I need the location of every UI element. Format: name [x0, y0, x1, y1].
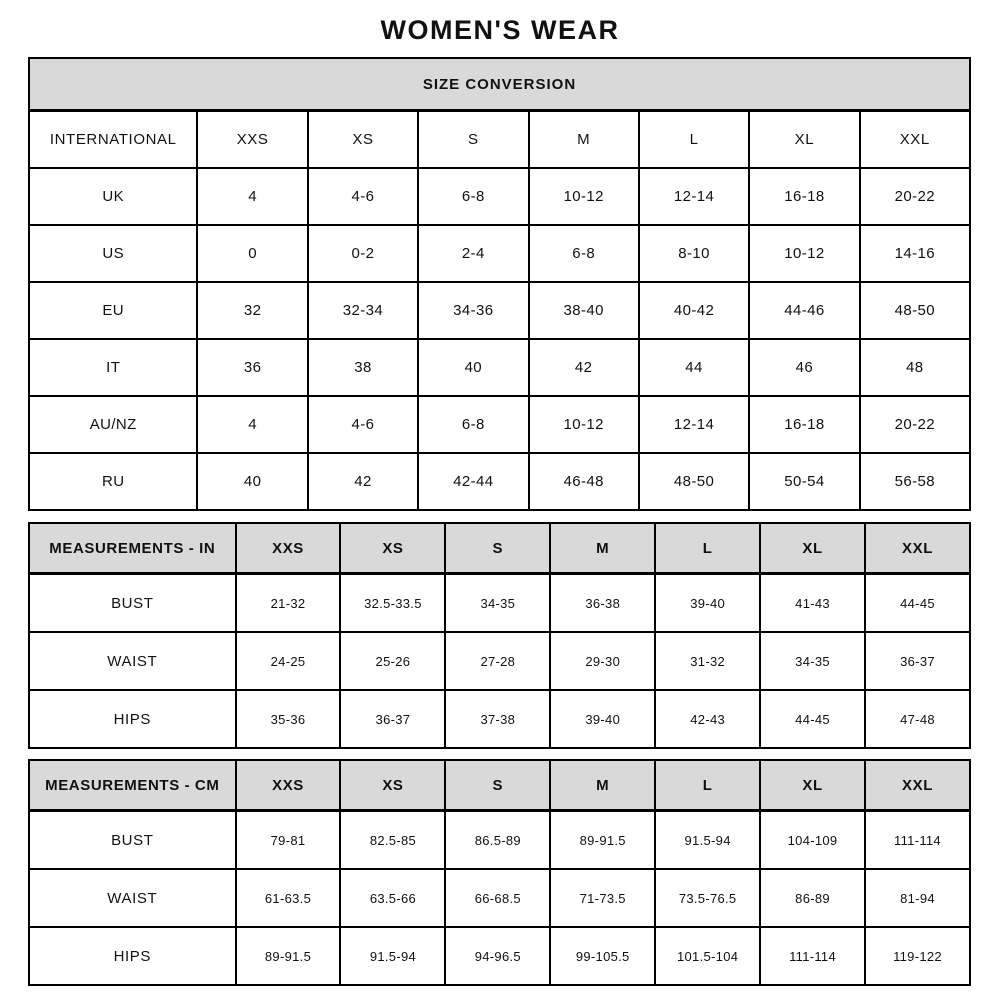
size-value-cell: 38: [308, 339, 418, 396]
size-value-cell: 16-18: [749, 396, 859, 453]
measurement-cell: 91.5-94: [340, 927, 445, 985]
size-value-cell: 10-12: [529, 396, 639, 453]
table-row-us: [29, 225, 970, 282]
size-value-cell: 0: [197, 225, 307, 282]
table-row-uk: [29, 168, 970, 225]
measurement-cell: 41-43: [760, 574, 865, 633]
table-row-waist: [29, 632, 970, 690]
column-header-xl: XL: [760, 523, 865, 574]
size-value-cell: 50-54: [749, 453, 859, 510]
measurement-cell: 44-45: [865, 574, 970, 633]
size-conversion-table: [28, 57, 971, 511]
size-value-cell: 10-12: [749, 225, 859, 282]
measurement-cell: 36-37: [340, 690, 445, 748]
size-value-cell: 48-50: [860, 282, 970, 339]
row-label: EU: [29, 282, 197, 339]
measurement-cell: 27-28: [445, 632, 550, 690]
column-header-row: [29, 111, 970, 169]
size-value-cell: 4: [197, 168, 307, 225]
row-label: RU: [29, 453, 197, 510]
column-header-s: S: [445, 523, 550, 574]
measurement-cell: 36-37: [865, 632, 970, 690]
size-value-cell: 6-8: [529, 225, 639, 282]
size-value-cell: 4-6: [308, 168, 418, 225]
size-value-cell: 0-2: [308, 225, 418, 282]
table-row-it: [29, 339, 970, 396]
measurement-cell: 36-38: [550, 574, 655, 633]
size-value-cell: 20-22: [860, 168, 970, 225]
size-value-cell: 36: [197, 339, 307, 396]
size-value-cell: 16-18: [749, 168, 859, 225]
table-row-hips: [29, 927, 970, 985]
size-value-cell: 40: [197, 453, 307, 510]
size-value-cell: 42: [308, 453, 418, 510]
measurement-cell: 34-35: [445, 574, 550, 633]
column-header-s: S: [445, 760, 550, 811]
measurement-cell: 71-73.5: [550, 869, 655, 927]
measurement-cell: 31-32: [655, 632, 760, 690]
measurement-cell: 21-32: [236, 574, 341, 633]
size-value-cell: 4: [197, 396, 307, 453]
table-row-aunz: [29, 396, 970, 453]
measurement-cell: 25-26: [340, 632, 445, 690]
measurement-cell: 39-40: [655, 574, 760, 633]
size-value-cell: 2-4: [418, 225, 528, 282]
measurement-cell: 94-96.5: [445, 927, 550, 985]
measurement-cell: 86-89: [760, 869, 865, 927]
row-label: HIPS: [29, 690, 236, 748]
column-header-xl: XL: [760, 760, 865, 811]
size-value-cell: 46: [749, 339, 859, 396]
row-label: IT: [29, 339, 197, 396]
measurement-cell: 73.5-76.5: [655, 869, 760, 927]
measurement-cell: 104-109: [760, 811, 865, 870]
size-value-cell: 38-40: [529, 282, 639, 339]
size-value-cell: 56-58: [860, 453, 970, 510]
measurement-cell: 111-114: [865, 811, 970, 870]
column-header-row: [29, 523, 970, 574]
table-row-hips: [29, 690, 970, 748]
measurement-cell: 63.5-66: [340, 869, 445, 927]
measurement-cell: 24-25: [236, 632, 341, 690]
measurement-cell: 34-35: [760, 632, 865, 690]
row-label: AU/NZ: [29, 396, 197, 453]
table-row-ru: [29, 453, 970, 510]
measurement-cell: 119-122: [865, 927, 970, 985]
size-value-cell: 8-10: [639, 225, 749, 282]
measurement-cell: 91.5-94: [655, 811, 760, 870]
size-value-cell: 34-36: [418, 282, 528, 339]
table-row-bust: [29, 574, 970, 633]
measurement-cell: 39-40: [550, 690, 655, 748]
column-header-xxs: XXS: [197, 111, 307, 169]
measurement-cell: 86.5-89: [445, 811, 550, 870]
size-value-cell: 44-46: [749, 282, 859, 339]
table-row-bust: [29, 811, 970, 870]
size-value-cell: 12-14: [639, 396, 749, 453]
measurement-cell: 89-91.5: [236, 927, 341, 985]
size-value-cell: 46-48: [529, 453, 639, 510]
column-header-m: M: [550, 523, 655, 574]
table-title-row: [29, 58, 970, 111]
row-label: HIPS: [29, 927, 236, 985]
table-row-eu: [29, 282, 970, 339]
measurement-cell: 35-36: [236, 690, 341, 748]
column-header-s: S: [418, 111, 528, 169]
column-header-m: M: [550, 760, 655, 811]
size-value-cell: 6-8: [418, 396, 528, 453]
measurement-cell: 101.5-104: [655, 927, 760, 985]
row-label: BUST: [29, 811, 236, 870]
size-value-cell: 20-22: [860, 396, 970, 453]
measurements-cm-table: [28, 759, 971, 986]
size-value-cell: 32: [197, 282, 307, 339]
column-header-row: [29, 760, 970, 811]
size-value-cell: 14-16: [860, 225, 970, 282]
size-value-cell: 42-44: [418, 453, 528, 510]
measurement-cell: 79-81: [236, 811, 341, 870]
column-header-xxl: XXL: [860, 111, 970, 169]
column-header-l: L: [655, 760, 760, 811]
column-header-xxl: XXL: [865, 523, 970, 574]
size-value-cell: 40: [418, 339, 528, 396]
row-label: BUST: [29, 574, 236, 633]
measurement-cell: 89-91.5: [550, 811, 655, 870]
column-header-l: L: [655, 523, 760, 574]
column-header-international: INTERNATIONAL: [29, 111, 197, 169]
row-label: WAIST: [29, 632, 236, 690]
measurements-in-table: [28, 522, 971, 749]
measurement-cell: 61-63.5: [236, 869, 341, 927]
table-title: MEASUREMENTS - IN: [29, 523, 236, 574]
size-value-cell: 48: [860, 339, 970, 396]
size-value-cell: 40-42: [639, 282, 749, 339]
measurement-cell: 44-45: [760, 690, 865, 748]
measurement-cell: 29-30: [550, 632, 655, 690]
size-value-cell: 42: [529, 339, 639, 396]
column-header-xl: XL: [749, 111, 859, 169]
column-header-xxl: XXL: [865, 760, 970, 811]
row-label: US: [29, 225, 197, 282]
column-header-xs: XS: [340, 760, 445, 811]
measurement-cell: 42-43: [655, 690, 760, 748]
table-title: SIZE CONVERSION: [29, 58, 970, 111]
column-header-xxs: XXS: [236, 760, 341, 811]
column-header-xs: XS: [340, 523, 445, 574]
row-label: WAIST: [29, 869, 236, 927]
size-value-cell: 32-34: [308, 282, 418, 339]
size-value-cell: 12-14: [639, 168, 749, 225]
measurement-cell: 81-94: [865, 869, 970, 927]
column-header-l: L: [639, 111, 749, 169]
column-header-xs: XS: [308, 111, 418, 169]
measurement-cell: 32.5-33.5: [340, 574, 445, 633]
measurement-cell: 37-38: [445, 690, 550, 748]
measurement-cell: 66-68.5: [445, 869, 550, 927]
size-value-cell: 4-6: [308, 396, 418, 453]
row-label: UK: [29, 168, 197, 225]
size-value-cell: 6-8: [418, 168, 528, 225]
size-value-cell: 44: [639, 339, 749, 396]
column-header-m: M: [529, 111, 639, 169]
table-title: MEASUREMENTS - CM: [29, 760, 236, 811]
table-row-waist: [29, 869, 970, 927]
measurement-cell: 82.5-85: [340, 811, 445, 870]
size-value-cell: 48-50: [639, 453, 749, 510]
measurement-cell: 111-114: [760, 927, 865, 985]
measurement-cell: 47-48: [865, 690, 970, 748]
size-value-cell: 10-12: [529, 168, 639, 225]
column-header-xxs: XXS: [236, 523, 341, 574]
measurement-cell: 99-105.5: [550, 927, 655, 985]
page-title: WOMEN'S WEAR: [380, 15, 620, 45]
